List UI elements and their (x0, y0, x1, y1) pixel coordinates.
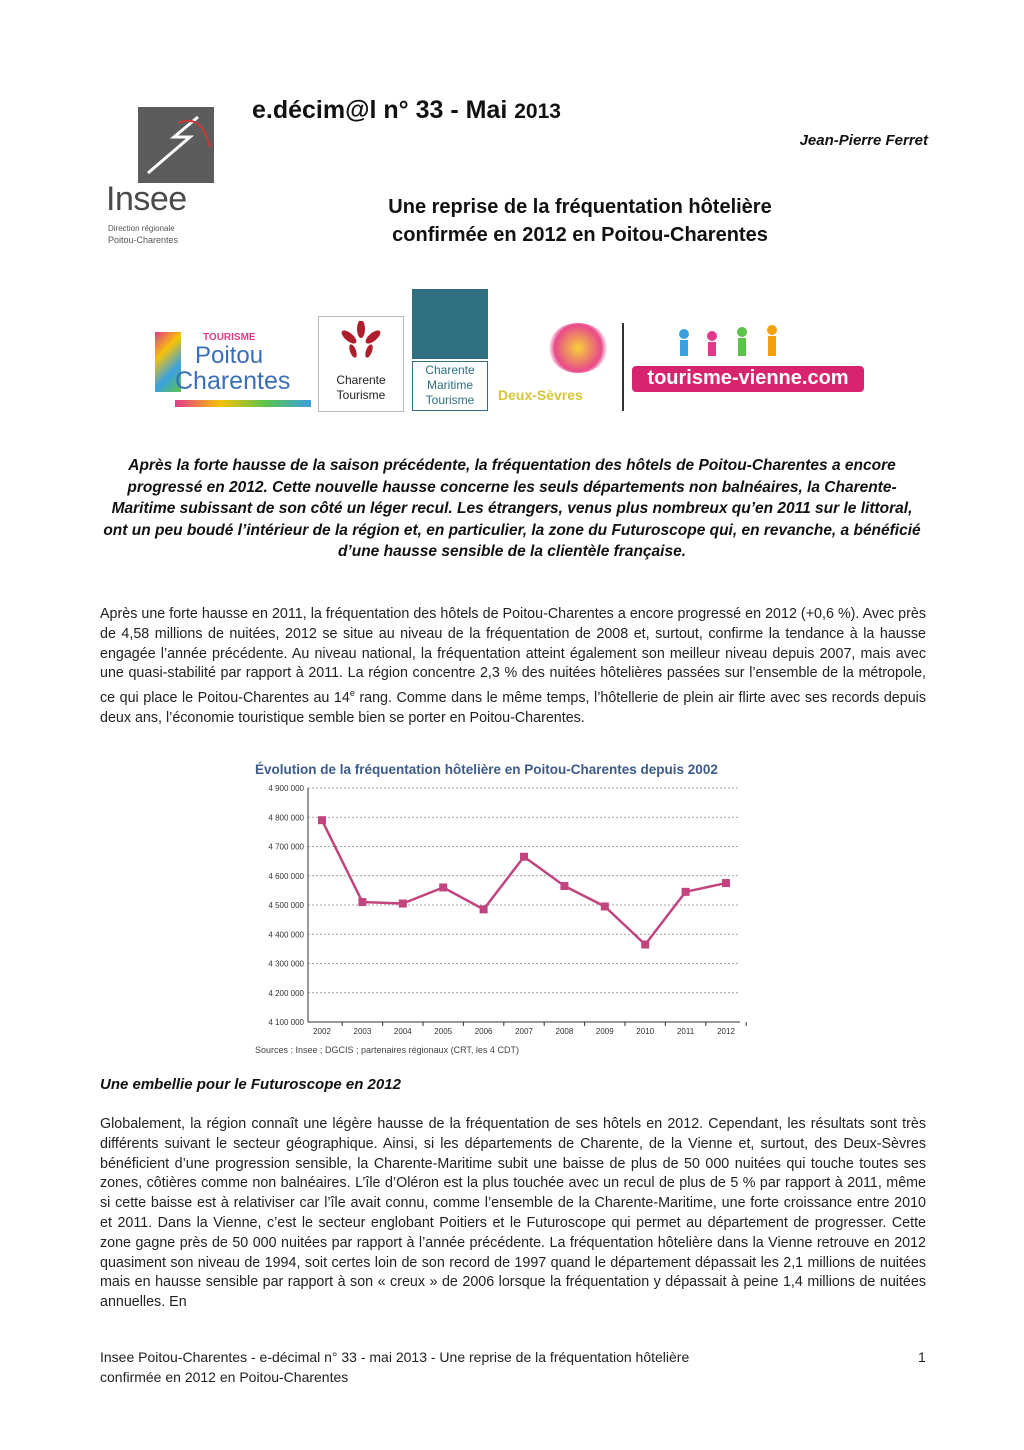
x-tick-label: 2003 (353, 1027, 372, 1036)
data-point (682, 888, 690, 896)
p5-name: tourisme-vienne.com (647, 367, 849, 389)
harbor-photo (412, 289, 488, 359)
data-point (439, 883, 447, 891)
y-tick-label: 4 500 000 (268, 901, 304, 910)
x-tick-label: 2006 (474, 1027, 493, 1036)
data-point (560, 882, 568, 890)
insee-logo-mark (138, 107, 214, 183)
partner-logo-tourisme-vienne (632, 322, 864, 410)
p4-line1: Deux-Sèvres (498, 387, 583, 403)
people-figures-icon (672, 322, 812, 366)
issue-title-main: e.décim@l n° 33 - Mai (252, 96, 515, 124)
p3-line1: Charente (425, 363, 475, 377)
p3-line3: Tourisme (425, 393, 475, 407)
author: Jean-Pierre Ferret (799, 132, 928, 149)
body-paragraph-2: Globalement, la région connaît une légère hausse de la fréquentation de ses hôtels en 2012. Cependant, les résultats sont très différents suivant le secteur géographique. Ainsi, si les départements de Charente, de la Vienne et, surtout, des Deux-Sèvres bénéficient d’une progression sensible, la Charente-Maritime subit une baisse de plus de 50 000 nuitées qui touche toutes ses zones, côtières comme non balnéaires. L’île d’Oléron est la plus touchée avec un recul de plus de 5 % par rapport à 2011, même si cette baisse est à relativiser car l’île avait connu, comme l’ensemble de la Charente-Maritime, une forte croissance entre 2010 et 2011. Dans la Vienne, c’est le secteur englobant Poitiers et le Futuroscope qui permet au département de progresser. Cette zone gagne près de 50 000 nuitées par rapport à l’année précédente. La fréquentation hôtelière dans la Vienne retrouve en 2012 quasiment son niveau de 1994, soit certes loin de son record de 1997 quand le département dépassait les 2,1 millions de nuitées mais en hausse sensible par rapport à son « creux » de 2006 lorsque la fréquentation y dépassait à peine 1,4 millions de nuitées annuelles. En (100, 1116, 926, 1311)
y-tick-label: 4 700 000 (268, 842, 304, 852)
y-tick-label: 4 100 000 (268, 1018, 304, 1027)
footer-line-2: confirmée en 2012 en Poitou-Charentes (100, 1369, 349, 1385)
y-tick-label: 4 900 000 (268, 784, 304, 793)
p1-line2: Poitou (195, 342, 264, 369)
partner-logo-charente (318, 316, 404, 412)
p2-line2: Tourisme (336, 388, 386, 402)
y-tick-label: 4 600 000 (268, 871, 304, 881)
y-tick-label: 4 800 000 (268, 813, 304, 823)
y-tick-label: 4 200 000 (268, 988, 304, 998)
x-tick-label: 2005 (434, 1027, 453, 1036)
page-title-line2: confirmée en 2012 en Poitou-Charentes (392, 224, 768, 246)
data-point (358, 898, 366, 906)
chart-title: Évolution de la fréquentation hôtelière en Poitou-Charentes depuis 2002 (255, 762, 718, 777)
x-tick-label: 2009 (595, 1027, 614, 1036)
p1-line1: TOURISME (203, 332, 256, 343)
x-tick-label: 2002 (313, 1027, 331, 1036)
issue-title (252, 96, 561, 125)
data-point (318, 816, 326, 824)
insee-logo-icon (138, 107, 214, 183)
data-point (480, 905, 488, 913)
flower-icon (341, 321, 381, 361)
data-point (520, 853, 528, 861)
issue-title-year: 2013 (514, 100, 561, 123)
page-number: 1 (918, 1349, 926, 1365)
section-heading: Une embellie pour le Futuroscope en 2012 (100, 1076, 401, 1093)
p3-line2: Maritime (426, 378, 473, 392)
line-chart (240, 782, 760, 1044)
y-tick-label: 4 400 000 (268, 930, 304, 940)
summary-lead: Après la forte hausse de la saison précédente, la fréquentation des hôtels de Poitou-Charentes a encore progressé en 2012. Cette nouvelle hausse concerne les seuls départements non balnéaires, la Charente-Maritime subissant de son côté un léger recul. Les étrangers, venus plus nombreux qu’en 2011 sur le littoral, ont un peu boudé l’intérieur de la région et, en particulier, la zone du Futuroscope qui, en revanche, a bénéficié d’une hausse sensible de la clientèle française. (103, 457, 921, 560)
insee-logo-word: Insee (106, 180, 187, 218)
data-point (641, 940, 649, 948)
x-tick-label: 2004 (393, 1027, 412, 1036)
y-tick-label: 4 300 000 (268, 959, 304, 969)
page-title (330, 193, 830, 249)
body-paragraph-1: Après une forte hausse en 2011, la fréquentation des hôtels de Poitou-Charentes a encore progressé en 2012 (+0,6 %). Avec près de 4,58 millions de nuitées, 2012 se situe au niveau de la fréquentation de 2008 et, surtout, confirme la tendance à la hausse engagée l’année précédente. Au niveau national, la fréquentation atteint également son meilleur niveau depuis 2007, mais avec une quasi-stabilité par rapport à 2011. La région concentre 2,3 % des nuitées hôtelières passées sur l’ensemble de la métropole, ce qui place le Poitou-Charentes au 14e rang. Comme dans le même temps, l’hôtellerie de plein air flirte avec ses records depuis deux ans, l’économie touristique semble bien se porter en Poitou-Charentes. (100, 606, 926, 726)
p1-line3: Charentes (175, 367, 291, 395)
insee-logo-subtitle: Direction régionale (108, 224, 175, 233)
data-point (399, 900, 407, 908)
data-point (601, 902, 609, 910)
p2-line1: Charente (336, 373, 386, 387)
chart-source: Sources : Insee ; DGCIS ; partenaires régionaux (CRT, les 4 CDT) (255, 1045, 519, 1055)
x-tick-label: 2011 (676, 1027, 695, 1036)
series-line (322, 820, 726, 944)
x-tick-label: 2008 (555, 1027, 574, 1036)
partner-logo-deux-sevres (498, 323, 624, 411)
data-point (722, 879, 730, 887)
p1-tagline-bar (175, 400, 311, 407)
page-title-line1: Une reprise de la fréquentation hôtelière (388, 196, 772, 218)
x-tick-label: 2010 (636, 1027, 655, 1036)
partner-logo-charente-maritime (412, 289, 488, 411)
x-tick-label: 2007 (515, 1027, 533, 1036)
x-tick-label: 2012 (717, 1027, 735, 1036)
partner-logo-poitou-charentes (155, 332, 313, 412)
insee-logo-region: Poitou-Charentes (108, 235, 179, 245)
footer-line-1: Insee Poitou-Charentes - e-décimal n° 33 - mai 2013 - Une reprise de la fréquentation hôtelière (100, 1349, 690, 1365)
flower-splash-icon (548, 323, 608, 373)
